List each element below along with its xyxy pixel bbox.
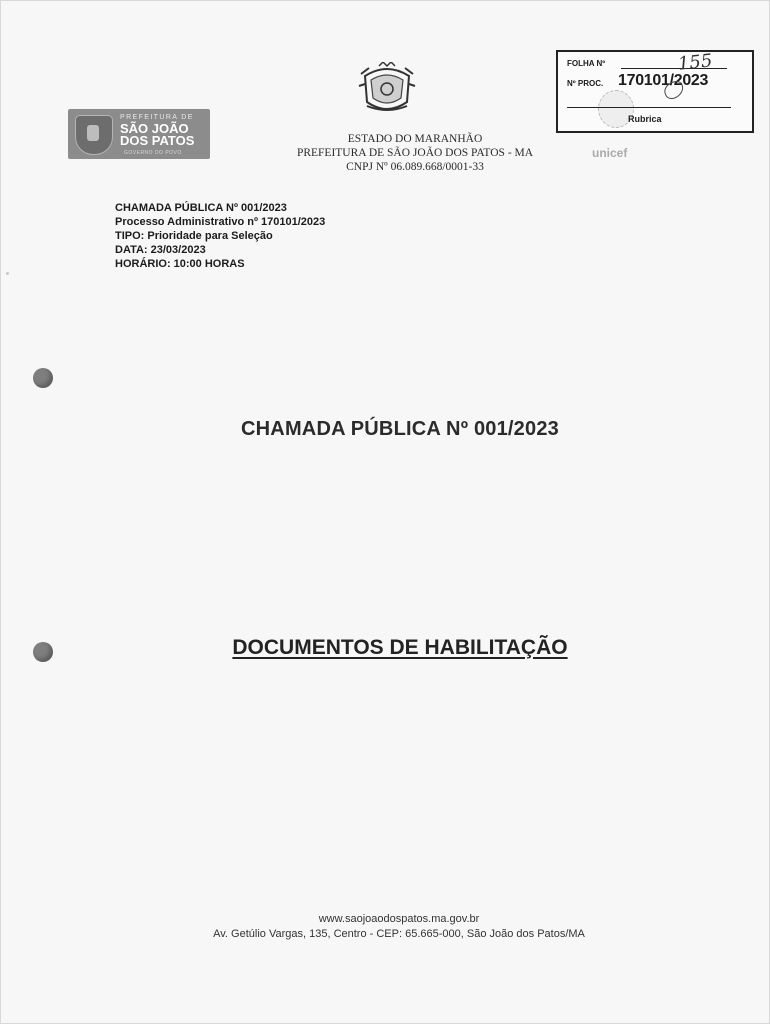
logo-name-line1: SÃO JOÃO [120, 121, 189, 136]
call-details [115, 201, 325, 271]
rubrica-label: Rubrica [628, 114, 662, 124]
logo-prefix: PREFEITURA DE [120, 114, 194, 121]
coat-of-arms-icon [357, 62, 417, 114]
header-state: ESTADO DO MARANHÃO [347, 133, 483, 145]
logo-name [120, 123, 194, 147]
footer-address: Av. Getúlio Vargas, 135, Centro - CEP: 65.665-000, São João dos Patos/MA [213, 928, 585, 940]
logo-tagline: GOVERNO DO POVO [124, 150, 182, 156]
proc-value: 170101/2023 [618, 72, 709, 89]
footer-website: www.saojoaodospatos.ma.gov.br [318, 913, 480, 925]
page-subtitle: DOCUMENTOS DE HABILITAÇÃO [232, 636, 568, 659]
meta-chamada: CHAMADA PÚBLICA Nº 001/2023 [115, 202, 287, 214]
header-cnpj: CNPJ Nº 06.089.668/0001-33 [346, 161, 484, 173]
meta-data: DATA: 23/03/2023 [115, 244, 206, 256]
unicef-watermark: unicef [592, 146, 628, 160]
meta-tipo: TIPO: Prioridade para Seleção [115, 230, 273, 242]
punch-hole [33, 368, 53, 388]
protocol-stamp [556, 50, 754, 133]
meta-horario: HORÁRIO: 10:00 HORAS [115, 258, 245, 270]
rubrica-line [567, 107, 731, 108]
scan-speck [6, 272, 9, 275]
folha-label: FOLHA Nº [567, 59, 606, 68]
logo-crest-icon [75, 115, 113, 155]
page-title: CHAMADA PÚBLICA Nº 001/2023 [241, 418, 559, 440]
proc-label: Nº PROC. [567, 79, 604, 88]
header-prefecture: PREFEITURA DE SÃO JOÃO DOS PATOS - MA [296, 147, 534, 159]
document-header [270, 132, 560, 174]
meta-processo: Processo Administrativo nº 170101/2023 [115, 216, 326, 228]
prefeitura-logo [68, 109, 210, 159]
page-footer [0, 912, 770, 942]
logo-name-line2: DOS PATOS [120, 133, 195, 148]
folha-value: 155 [676, 50, 714, 75]
